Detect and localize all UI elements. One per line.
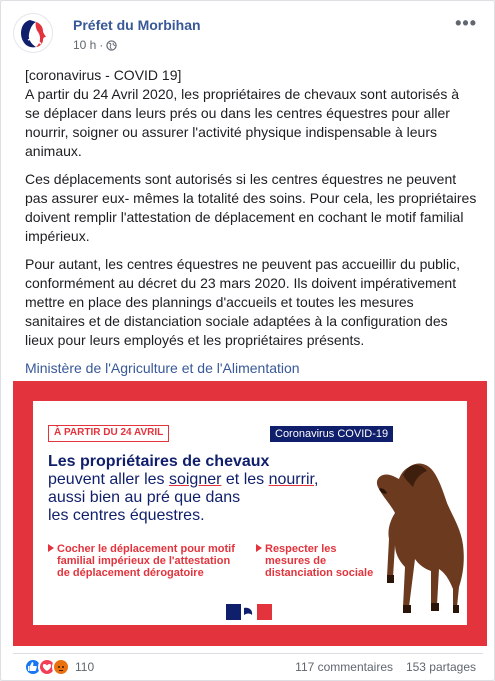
paragraph-1: [coronavirus - COVID 19] A partir du 24 Avril 2020, les propriétaires de chevaux sont autorisés à se déplacer dans leurs prés ou dans les centres équestres pour aller nourrir, soigner ou assurer l'activité physique indispensable à leurs animaux. [25, 67, 459, 159]
paragraph-2: Ces déplacements sont autorisés si les centres équestres ne peuvent pas assurer eux- mêmes la totalité des soins. Pour cela, les propriétaires doivent remplir l'attestation de déplacement en cochant le motif familial impérieux. [25, 171, 477, 244]
post-footer [24, 658, 476, 676]
angry-reaction-icon [52, 658, 70, 676]
reaction-summary[interactable] [24, 658, 94, 676]
shares-count-link[interactable]: 153 partages [405, 660, 476, 674]
globe-icon [106, 40, 117, 51]
image-panel [33, 401, 467, 625]
avatar[interactable] [13, 13, 53, 53]
post-header [13, 13, 483, 57]
post-time[interactable]: 10 h [73, 38, 97, 52]
reaction-count: 110 [75, 660, 95, 674]
post-meta: 10 h · [73, 38, 117, 52]
headline-line-1: peuvent aller les soigner et les nourrir, [48, 471, 319, 488]
headline-strong: Les propriétaires de chevaux [48, 453, 270, 470]
ministry-link[interactable]: Ministère de l'Agriculture et de l'Alimentation [25, 360, 300, 376]
comments-count-link[interactable]: 117 commentaires [295, 660, 393, 674]
more-options-button[interactable]: ••• [455, 13, 477, 33]
headline-line-3: les centres équestres. [48, 507, 205, 524]
bullet-attestation: Cocher le déplacement pour motif familial impérieux de l'attestation de déplacement dérogatoire [48, 543, 238, 579]
date-tag: À PARTIR DU 24 AVRIL [48, 425, 169, 442]
page-name-link[interactable]: Préfet du Morbihan [73, 17, 201, 33]
marianne-logo-icon [14, 14, 53, 53]
image-headline [48, 453, 378, 525]
horse-icon [369, 457, 467, 625]
bullet-distanciation: Respecter les mesures de distanciation sociale [256, 543, 376, 579]
paragraph-3: Pour autant, les centres équestres ne peuvent pas accueillir du public, conformément au décret du 23 mars 2020. Ils doivent impérativement mettre en place des plannings d'accueils et toutes les mesures sanitaires et de distanciation sociale adaptées à la configuration des lieux pour leurs employés et les propriétaires présents. [25, 256, 461, 348]
marianne-flag-icon [226, 604, 272, 620]
covid-tag: Coronavirus COVID-19 [270, 426, 393, 442]
post-image[interactable] [13, 381, 487, 646]
post-text [25, 66, 477, 378]
headline-line-2: aussi bien au pré que dans [48, 489, 241, 506]
footer-divider [13, 653, 483, 654]
